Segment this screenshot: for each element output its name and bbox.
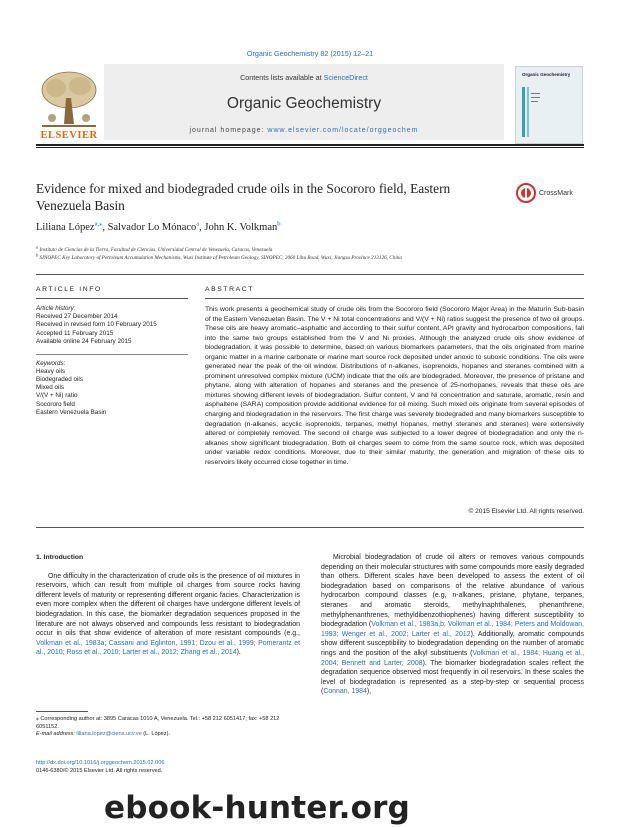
email-link[interactable]: liliana.lopez@ciens.ucv.ve	[76, 731, 142, 737]
keyword-item: Biodegraded oils	[36, 376, 83, 384]
doi-block	[36, 760, 236, 775]
footnotes	[36, 716, 300, 739]
abstract-heading: ABSTRACT	[205, 286, 255, 293]
author-3[interactable]: John K. Volkman$^b$	[204, 220, 281, 233]
crossmark-label[interactable]: CrossMark	[539, 190, 573, 197]
intro-paragraph: One difficulty in the characterization of crude oils is the presence of oil mixtures in reservoirs, which can result from multiple oil charges from source rocks having different levels of maturity or representing different organic facies. Characterization is even more complex when the different oil charges have undergone different levels of biodegradation. In this case, the biomarker degradation sequences proposed in the literature are not always observed and compounds less resistant to biodegradation occur in oils that show evidence of alteration of more resistant compounds (e.g., Volkman et al., 1983a; Cassani and Eglinton, 1991; Dzou et al., 1999; Pomerantz et al., 2010; Ross et al., 2010; Larter et al., 2012; Zhang et al., 2014).	[36, 572, 300, 657]
history-item: Available online 24 February 2015	[36, 337, 132, 345]
journal-masthead	[36, 64, 584, 142]
citation-link[interactable]: Volkman et al., 1984; Huang et al., 2004; Bennett and Larter, 2008	[321, 649, 585, 667]
journal-cover-thumbnail[interactable]	[515, 66, 583, 144]
keywords-label: Keywords:	[36, 359, 66, 367]
body-right-column	[321, 553, 584, 697]
author-list: Liliana López$^{a,⁎}$, Salvador Lo Mónaco$^a$, John K. Volkman$^b$	[36, 220, 281, 233]
keyword-item: Heavy oils	[36, 367, 66, 375]
affiliation-b: b SINOPEC Key Laboratory of Petroleum Accumulation Mechanisms, Wuxi Institute of Petroleum Geology, SINOPEC, 2060 Lihu Road, Wuxi, Jiangsu Province 213126, China	[36, 252, 402, 261]
biodegradation-paragraph: Microbial biodegradation of crude oil alters or removes various compounds depending on their molecular structures with some compounds more easily degraded than others. Different scales have been developed to assess the extent of oil biodegradation based on comparisons of the relative abundance of various hydrocarbon compound classes (e.g, n-alkanes, pristane, phytane, terpanes, steranes and aromatic steroids, methylnaphthalenes, phenanthrene, methylphenanthrenes, methyldibenzothiophenes) having different susceptibility to biodegradation (Volkman et al., 1983a,b; Volkman et al., 1984; Peters and Moldowan, 1993; Wenger et al., 2002; Larter et al., 2012). Additionally, aromatic compounds show different susceptibility to biodegradation depending on the number of aromatic rings and the position of the alkyl substituents (Volkman et al., 1984; Huang et al., 2004; Bennett and Larter, 2008). The biomarker biodegradation scales reflect the degradation sequence observed most frequently in oil reservoirs. In these scales the level of biodegradation is represented as a step-by-step or sequential process (Connan, 1984),	[321, 554, 585, 696]
homepage-link[interactable]: www.elsevier.com/locate/orggeochem	[267, 127, 419, 134]
author-1[interactable]: Liliana López$^{a,⁎}$	[36, 220, 103, 233]
article-history-label: Article history:	[36, 305, 76, 312]
history-item: Accepted 11 February 2015	[36, 329, 114, 337]
footnote-rule	[36, 711, 88, 712]
affiliation-a: a Instituto de Ciencias de la Tierra, Facultad de Ciencias, Universidad Central de Venezuela, Caracas, Venezuela	[36, 244, 273, 253]
issn-line: 0146-6380/© 2015 Elsevier Ltd. All rights reserved.	[36, 767, 163, 774]
masthead-bottom-rule-thin	[36, 147, 584, 148]
cover-decoration-icon	[522, 87, 542, 137]
article-info-rule	[36, 298, 188, 299]
journal-title: Organic Geochemistry	[226, 95, 382, 112]
sciencedirect-link[interactable]: ScienceDirect	[323, 73, 368, 82]
article-info-heading: ARTICLE INFO	[36, 286, 102, 293]
corresponding-author-note: ⁎ Corresponding author at: 3895 Caracas 1010 A, Venezuela. Tel.: +58 212 6051417; fax: +58 212 6051152.	[36, 716, 280, 730]
email-note: E-mail address: liliana.lopez@ciens.ucv.ve (L. López).	[36, 731, 170, 737]
abstract-rule	[205, 298, 584, 299]
masthead-banner	[104, 64, 504, 140]
citation-link[interactable]: Volkman et al., 1983a,b; Volkman et al., 1984; Peters and Moldowan, 1993; Wenger et al., 2002; Larter et al., 2012	[321, 621, 584, 638]
section-heading: 1. Introduction	[36, 554, 84, 561]
abstract-text: This work presents a geochemical study of crude oils from the Socororo field (Socororo Major Area) in the Maturín Sub-basin of the Eastern Venezuelan Basin. The V + Ni total concentrations and V/(V + Ni) ratios suggest the presence of two oil groups. These oils are heavy aromatic–asphaltic and according to their sulfur content, API gravity and hydrocarbon compositions, fall into the same two groups established from the V and Ni proxies. Although the analyzed crude oils show evidence of biodegradation, it was possible to determine, based on various biomarkers parameters, that the oils originated from marine organic matter in a marine carbonate or marine marl source rock deposited under anoxic to suboxic conditions. The oils were generated near the peak of the oil window. Distributions of n-alkanes, isoprenoids, hopanes and steranes combined with a prominent unresolved complex mixture (UCM) indicate that the oils are biodegraded. Moreover, the presence of pristane and phytane, along with alteration of hopanes and steranes and the presence of 25-norhopanes, reveals that these oils are mixtures showing different levels of biodegradation. Sulfur content, V and Ni concentration and saturate, aromatic, resin and asphaltene (SARA) composition provide additional evidence for oil mixing. Such mixed oils originate from several episodes of charging and biodegradation in the reservoirs. The first charge was severely biodegraded and many biomarkers susceptible to degradation (n-alkanes, acyclic isoprenoids, terpanes, methyl hopanes, methyl steranes and steranes) were extensively altered or completely removed. The second oil charge was subjected to a lower degree of biodegradation and only the n-alkanes show significant biodegradation. Both oil charges seem to come from the same source rock, which was deposited under variable redox conditions. Moreover, due to their similar maturity, the generation and migration of these oils to reservoirs likely occurred close together in time.	[205, 306, 584, 466]
keyword-item: Mixed oils	[36, 384, 64, 392]
citation-link[interactable]: Volkman et al., 1983a; Cassani and Eglinton, 1991; Dzou et al., 1999; Pomerantz et al., 2010; Ross et al., 2010; Larter et al., 2012; Zhang et al., 2014	[36, 639, 300, 657]
contents-available-line	[104, 73, 504, 82]
abstract-bottom-rule	[36, 527, 584, 528]
homepage-prefix: journal homepage:	[189, 127, 268, 134]
keyword-item: Eastern Venezuela Basin	[36, 408, 107, 416]
contents-prefix: Contents lists available at	[240, 73, 324, 82]
history-item: Received in revised form 10 February 2015	[36, 321, 157, 329]
affiliation-list	[36, 246, 584, 262]
journal-reference[interactable]: Organic Geochemistry 82 (2015) 12–21	[246, 49, 374, 58]
watermark-text: ebook-hunter.org	[104, 790, 410, 826]
cover-title: Organic Geochemistry	[522, 72, 571, 77]
doi-link[interactable]: http://dx.doi.org/10.1016/j.orggeochem.2015.02.006	[36, 760, 165, 766]
citation-link[interactable]: Connan, 1984	[323, 688, 367, 696]
history-item: Received 27 December 2014	[36, 313, 118, 321]
header-divider	[36, 274, 584, 275]
keyword-item: V/(V + Ni) ratio	[36, 392, 78, 400]
abstract-copyright: © 2015 Elsevier Ltd. All rights reserved.	[468, 508, 584, 515]
crossmark-icon	[516, 183, 536, 203]
masthead-bottom-rule	[36, 144, 584, 146]
keyword-item: Socororo field	[36, 400, 75, 408]
author-2[interactable]: Salvador Lo Mónaco$^a$	[107, 220, 200, 233]
article-info-block	[36, 305, 164, 417]
article-title: Evidence for mixed and biodegraded crude oils in the Socororo field, Eastern Venezuela Basin	[36, 181, 451, 213]
elsevier-wordmark: ELSEVIER	[40, 130, 98, 141]
info-divider	[36, 354, 188, 355]
body-left-column	[36, 553, 300, 658]
journal-homepage-line	[104, 127, 504, 134]
